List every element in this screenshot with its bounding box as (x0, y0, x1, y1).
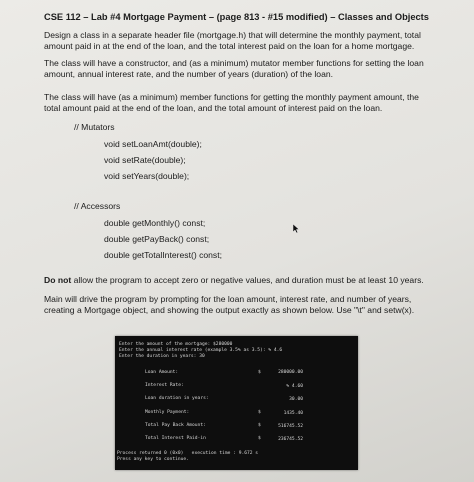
console-value-payback: 516745.52 (278, 424, 303, 429)
paragraph-1-line-1: Design a class in a separate header file (mortgage.h) that will determine the monthly payment, total (44, 30, 421, 40)
paragraph-4-line-1: Main will drive the program by prompting for the loan amount, interest rate, and number of years, (44, 294, 412, 304)
note-emphasis: Do not (44, 275, 72, 285)
mutator-set-rate: void setRate(double); (104, 155, 186, 165)
note-text: allow the program to accept zero or negative values, and duration must be at least 10 years. (71, 275, 424, 285)
console-dollar-total-interest: $ (258, 436, 261, 441)
console-prompt-amount: Enter the amount of the mortgage: $280000 (119, 342, 233, 347)
paragraph-3-line-1: The class will have (as a minimum) member functions for getting the monthly payment amount, the (44, 92, 419, 102)
console-value-loan-amount: 280000.00 (278, 370, 303, 375)
console-dollar-loan-amount: $ (258, 370, 261, 375)
mutator-set-years: void setYears(double); (104, 171, 190, 181)
accessors-comment: // Accessors (74, 201, 121, 211)
validation-note (44, 275, 424, 285)
paragraph-4-line-2: creating a Mortgage object, and showing the output exactly as shown below. Use "\t" and setw(x). (44, 305, 415, 315)
console-value-monthly-payment: 1435.40 (283, 411, 303, 416)
console-label-monthly-payment: Monthly Payment: (145, 410, 190, 415)
console-value-total-interest: 236745.52 (278, 437, 303, 442)
paragraph-3-line-2: total amount paid at the end of the loan, and the total amount of interest paid on the loan. (44, 103, 383, 113)
mutators-comment: // Mutators (74, 122, 115, 132)
console-value-duration: 30.00 (289, 397, 303, 402)
console-press-any-key: Press any key to continue. (117, 457, 189, 462)
accessor-get-monthly: double getMonthly() const; (104, 218, 206, 228)
paragraph-2-line-2: amount, annual interest rate, and the number of years (duration) of the loan. (44, 69, 334, 79)
console-label-payback: Total Pay Back Amount: (145, 423, 206, 428)
accessor-get-payback: double getPayBack() const; (104, 234, 210, 244)
page-title: CSE 112 – Lab #4 Mortgage Payment – (page 813 - #15 modified) – Classes and Objects (44, 12, 429, 22)
console-dollar-payback: $ (258, 423, 261, 428)
console-label-duration: Loan duration in years: (145, 396, 209, 401)
console-value-interest-rate: % 4.60 (286, 384, 303, 389)
console-label-interest-rate: Interest Rate: (145, 383, 184, 388)
mutator-set-loan-amt: void setLoanAmt(double); (104, 139, 202, 149)
console-process-returned: Process returned 0 (0x0) execution time : 9.672 s (117, 451, 259, 456)
paragraph-1-line-2: amount paid in at the end of the loan, and the total interest paid on the loan for a home mortgage. (44, 41, 415, 51)
console-prompt-years: Enter the duration in years: 30 (119, 354, 205, 359)
console-output-window (115, 336, 358, 470)
console-dollar-monthly-payment: $ (258, 410, 261, 415)
accessor-get-total-interest: double getTotalInterest() const; (104, 250, 222, 260)
console-prompt-rate: Enter the annual interest rate (example 3.5% as 3.5): % 4.6 (119, 348, 283, 353)
console-label-total-interest: Total Interest Paid-in (145, 436, 206, 441)
mouse-cursor-icon (293, 224, 301, 234)
console-label-loan-amount: Loan Amount: (145, 370, 179, 375)
paragraph-2-line-1: The class will have a constructor, and (as a minimum) mutator member functions for setting the loan (44, 58, 424, 68)
